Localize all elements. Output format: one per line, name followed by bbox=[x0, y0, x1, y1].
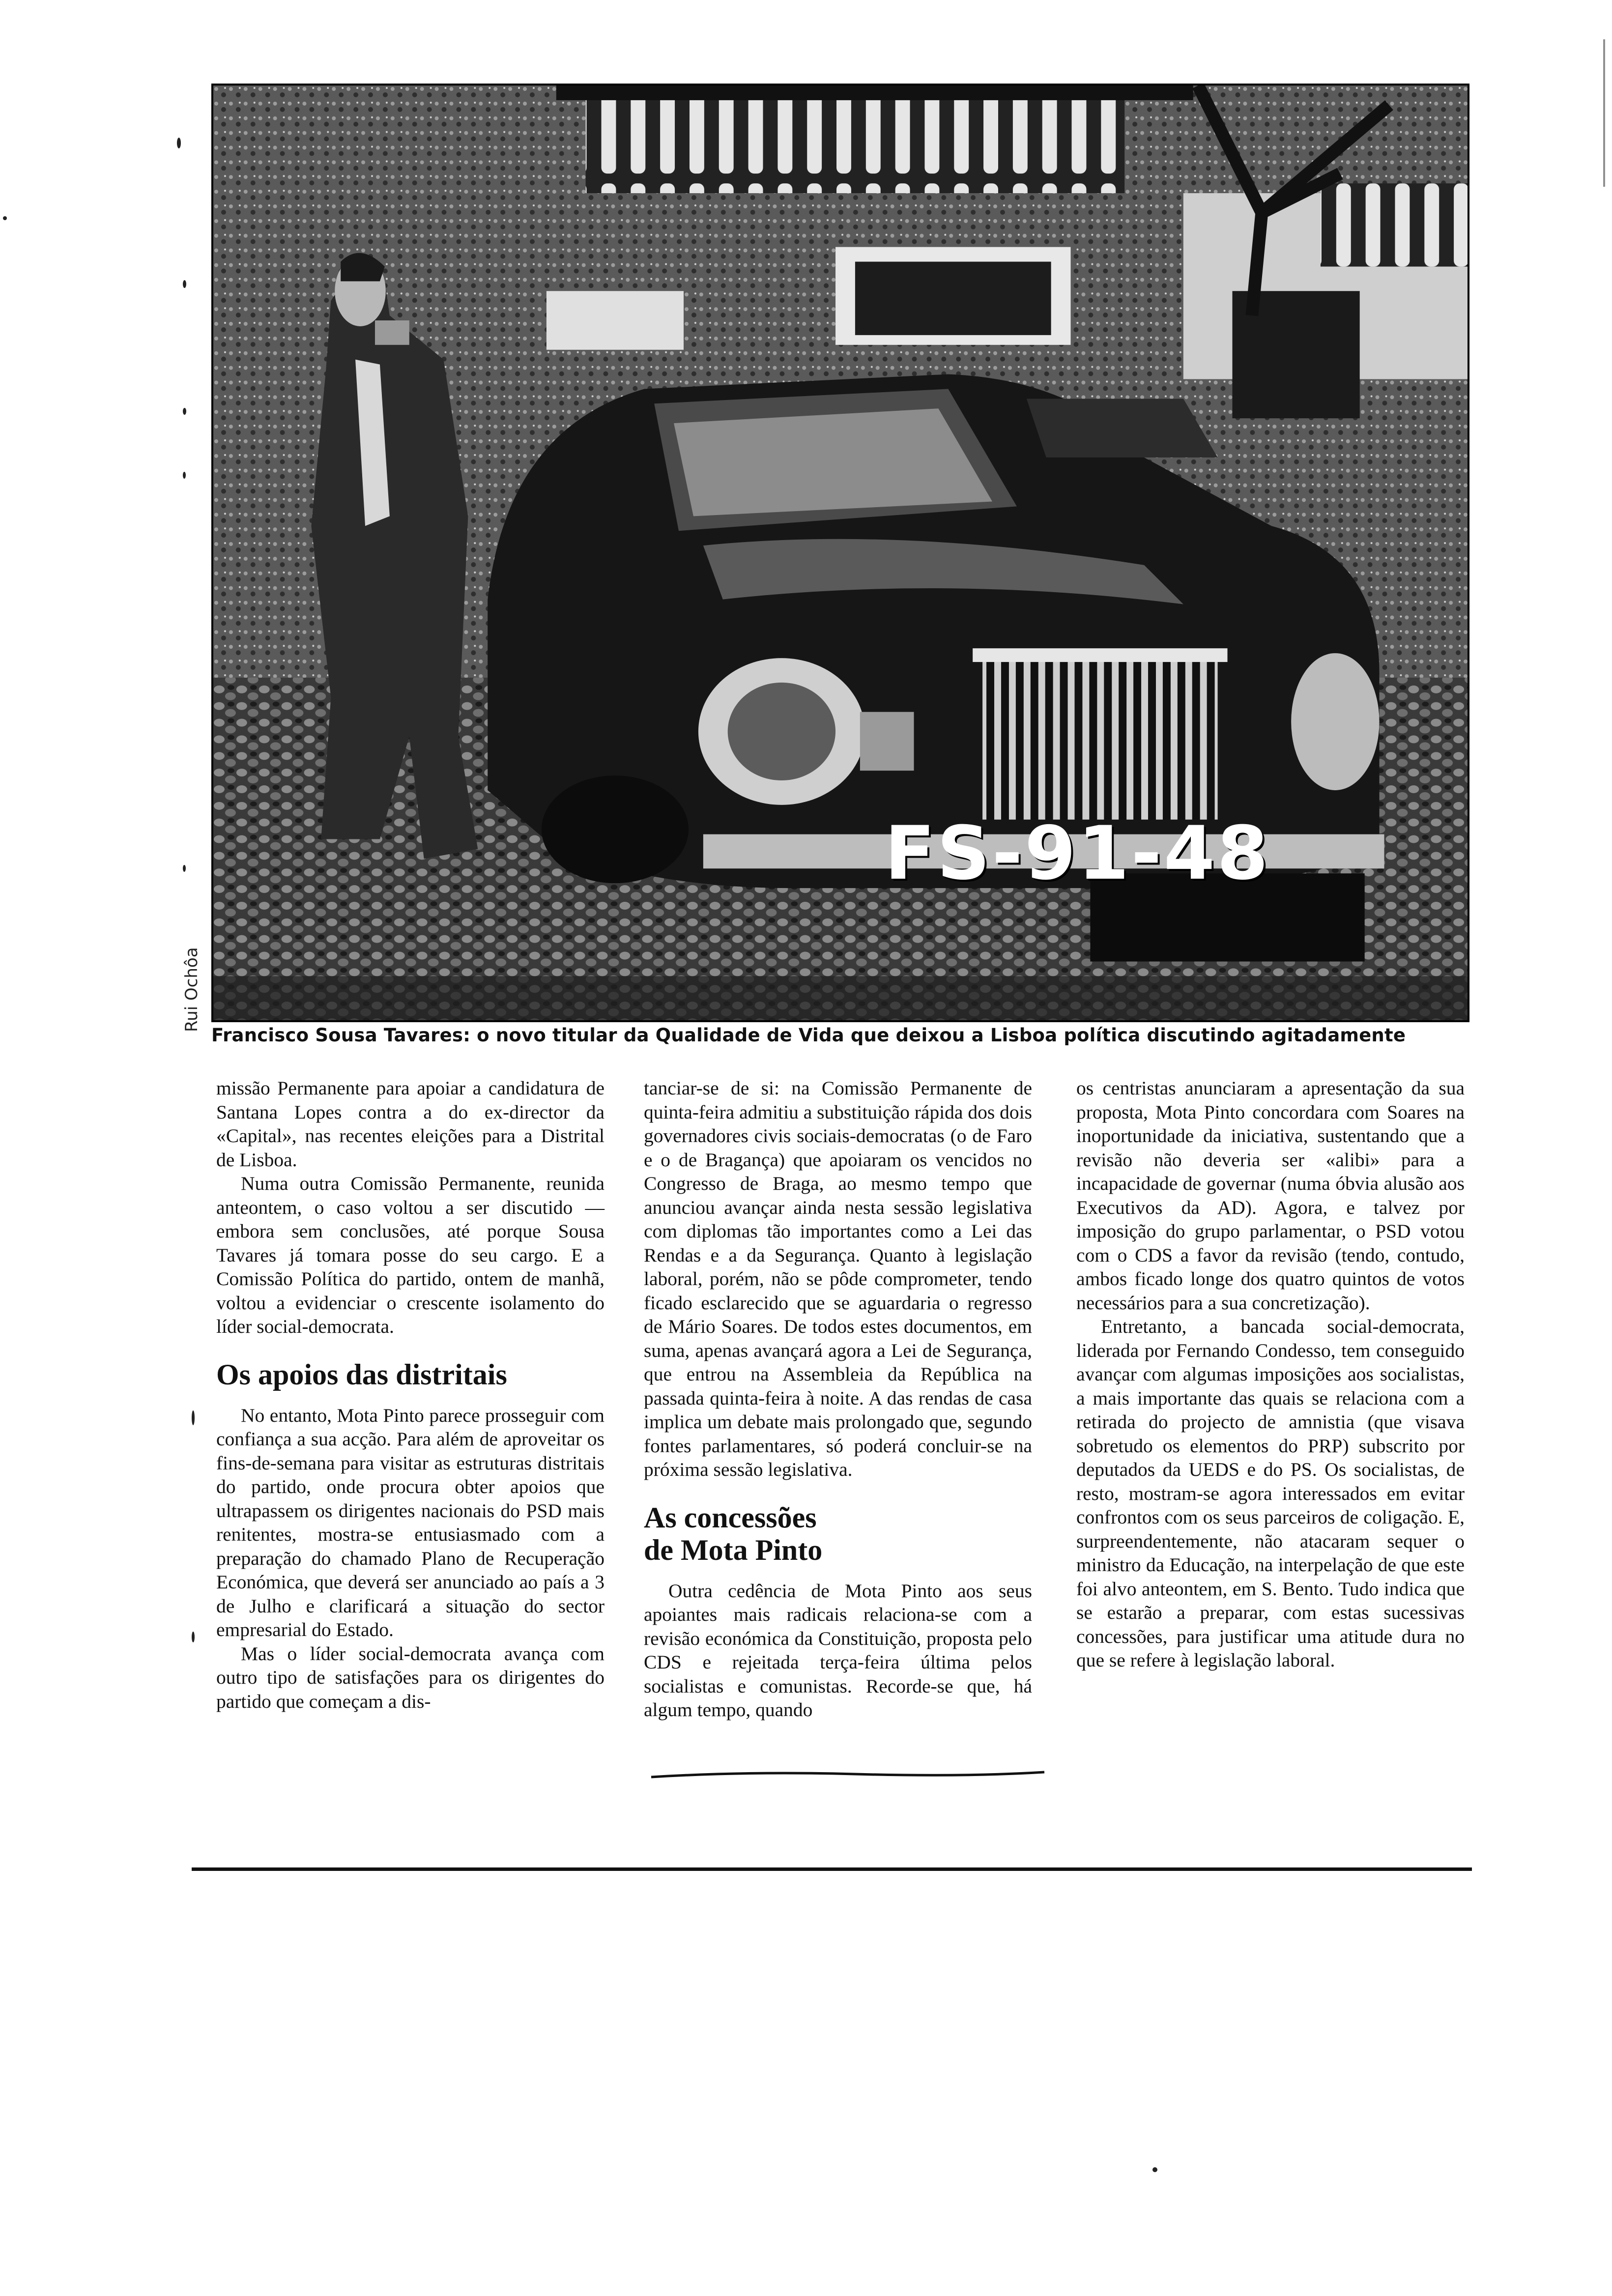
paragraph: tanciar-se de si: na Comissão Permanente de quinta-feira admitiu a substituição rápida dos dois governadores civis sociais-democratas (o de Faro e o de Bragança) que apoiaram os vencidos no Congresso de Braga, ao mesmo tempo que anunciou avançar ainda nesta sessão legislativa com diplomas tão importantes como a Lei das Rendas e a da Segurança. Quanto à legislação laboral, porém, não se pôde comprometer, tendo ficado esclarecido que se aguardaria o regresso de Mário Soares. De todos estes documentos, em suma, apenas avançará agora a Lei de Segurança, que entrou na Assembleia da República na passada quinta-feira à noite. A das rendas de casa implica um debate mais prolongado que, segundo fontes parlamentares, só poderá concluir-se na próxima sessão legislativa. bbox=[644, 1077, 1032, 1480]
article-column-1 bbox=[216, 1076, 604, 1713]
bottom-rule bbox=[192, 1867, 1472, 1871]
paragraph: Entretanto, a bancada social-democrata, liderada por Fernando Condesso, tem conseguido avançar com algumas imposições aos socialistas, a mais importante das quais se relaciona com a retirada do projecto de amnistia (que visava sobretudo os elementos do PRP) subscrito por deputados da UEDS e do PS. Os socialistas, de resto, mostram-se agora interessados em evitar confrontos com os seus parceiros de coligação. E, surpreendentemente, não atacaram sequer o ministro da Educação, na interpelação de que este foi alvo anteontem, em S. Bento. Tudo indica que se estarão a preparar, com estas sucessivas concessões, para justificar uma atitude dura no que se refere à legislação laboral. bbox=[1076, 1316, 1465, 1671]
paragraph: Outra cedência de Mota Pinto aos seus apoiantes mais radicais relaciona-se com a revisão económica da Constituição, proposta pelo CDS e rejeitada terça-feira última pelos socialistas e comunistas. Recorde-se que, há algum tempo, quando bbox=[644, 1579, 1032, 1721]
photo-credit bbox=[177, 944, 206, 1042]
paragraph: Numa outra Comissão Permanente, reunida anteontem, o caso voltou a ser discutido — embora sem conclusões, até porque Sousa Tavares já tomara posse do seu cargo. E a Comissão Política do partido, ontem de manhã, voltou a evidenciar o crescente isolamento do líder social-democrata. bbox=[216, 1173, 604, 1337]
paragraph: os centristas anunciaram a apresentação da sua proposta, Mota Pinto concordara com Soares na inoportunidade da iniciativa, sustentando que a revisão não deveria ser «alibi» para a incapacidade de governar (numa óbvia alusão aos Executivos da AD). Agora, e talvez por imposição do grupo parlamentar, o PSD votou com o CDS a favor da revisão (tendo, contudo, ambos ficado longe dos quatro quintos de votos necessários para a sua concretização). bbox=[1076, 1077, 1465, 1314]
license-plate-text: FS-91-48 bbox=[885, 811, 1270, 896]
photo-caption: Francisco Sousa Tavares: o novo titular da Qualidade de Vida que deixou a Lisboa política discutindo agitadamente bbox=[211, 1025, 1406, 1046]
paragraph: No entanto, Mota Pinto parece prosseguir com confiança a sua acção. Para além de aproveitar os fins-de-semana para visitar as estruturas distritais do partido, onde procura obter apoios que ultrapassem os dirigentes nacionais do PSD mais renitentes, mostra-se entusiasmado com a preparação do chamado Plano de Recuperação Económica, que deverá ser anunciado ao país a 3 de Julho e clarificará a situação do sector empresarial do Estado. bbox=[216, 1404, 604, 1640]
paragraph: missão Permanente para apoiar a candidatura de Santana Lopes contra a do ex-director da «Capital», nas recentes eleições para a Distrital de Lisboa. bbox=[216, 1077, 604, 1171]
article-column-2 bbox=[644, 1076, 1032, 1722]
photo-credit-text: Rui Ochôa bbox=[182, 947, 202, 1032]
article-column-3 bbox=[1076, 1076, 1465, 1672]
handwritten-underline bbox=[649, 1768, 1047, 1781]
section-heading: Os apoios das distritais bbox=[216, 1358, 507, 1391]
section-heading bbox=[644, 1501, 1032, 1566]
section-heading-line: As concessões bbox=[644, 1501, 817, 1534]
section-heading-line: de Mota Pinto bbox=[644, 1533, 823, 1566]
paragraph: Mas o líder social-democrata avança com outro tipo de satisfações para os dirigentes do partido que começam a dis- bbox=[216, 1642, 604, 1712]
